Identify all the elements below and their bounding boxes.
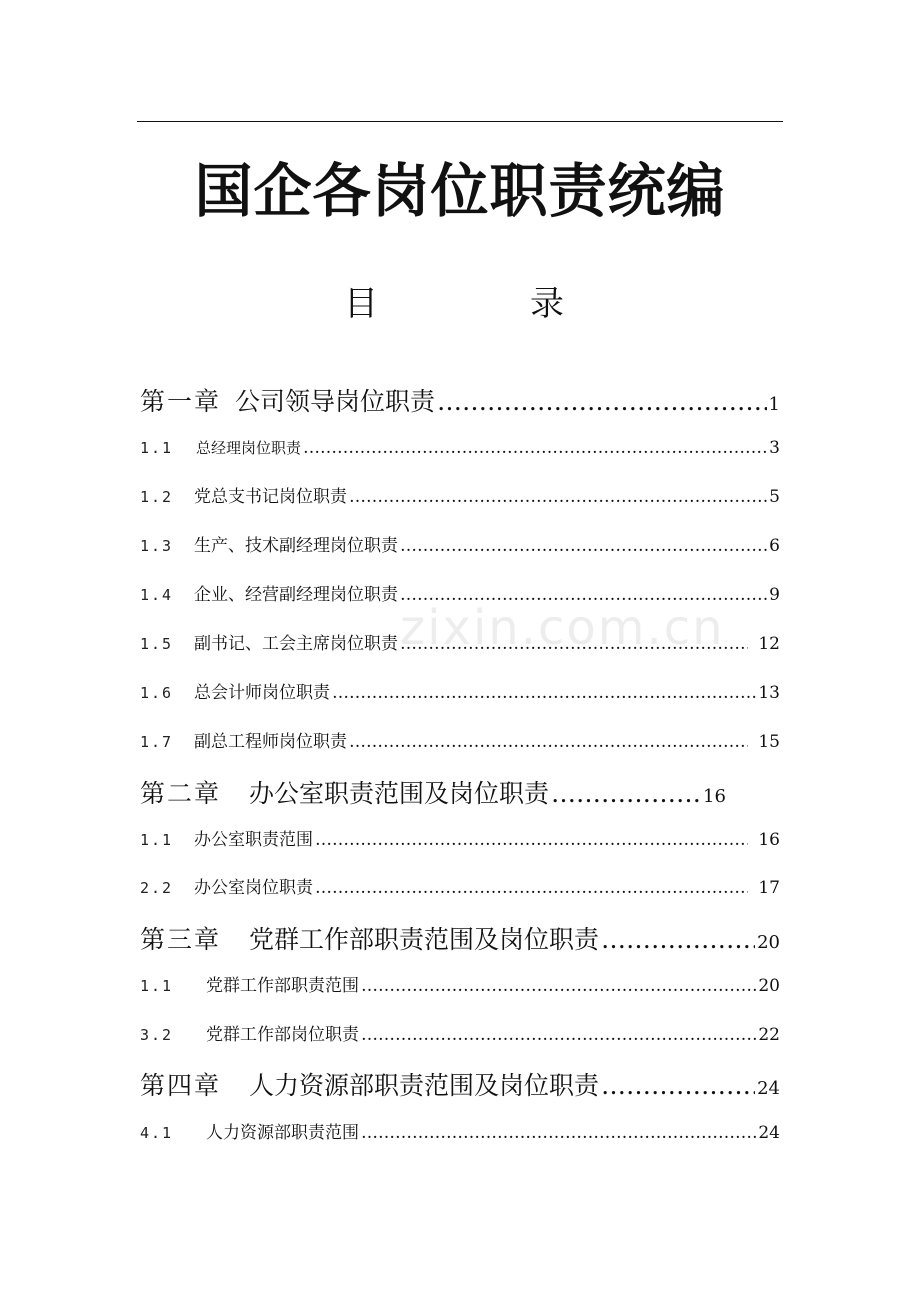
toc-number: 1.1 (140, 977, 174, 995)
toc-page-number: 15 (758, 732, 780, 752)
toc-page-number: 24 (758, 1123, 780, 1143)
toc-heading-char-2: 录 (530, 284, 564, 324)
toc-leader (398, 628, 748, 660)
toc-number: 第一章 (140, 387, 222, 416)
toc-page-number: 16 (703, 786, 726, 807)
toc-section-1-5[interactable] (140, 628, 780, 660)
toc-leader (301, 432, 767, 464)
toc-heading-char-1: 目 (344, 284, 378, 324)
toc-leader (549, 774, 701, 814)
toc-number: 1.1 (140, 831, 174, 849)
toc-section-1-1[interactable] (140, 432, 780, 464)
toc-leader (359, 970, 756, 1002)
watermark-text: zixin.com.cn (400, 600, 725, 656)
toc-page-number: 9 (769, 585, 780, 605)
toc-leader (435, 382, 767, 422)
toc-label: 总经理岗位职责 (196, 439, 302, 457)
toc-number: 1.5 (140, 635, 174, 653)
toc-label: 副总工程师岗位职责 (194, 732, 347, 752)
toc-leader (347, 726, 748, 758)
toc-label: 党群工作部岗位职责 (206, 1025, 359, 1045)
toc-number: 1.6 (140, 684, 174, 702)
toc-number: 1.3 (140, 537, 174, 555)
toc-leader (359, 1117, 756, 1149)
toc-number: 第四章 (140, 1071, 222, 1100)
toc-page-number: 22 (758, 1025, 780, 1045)
toc-number: 1.4 (140, 586, 174, 604)
toc-section-1-7[interactable] (140, 726, 780, 758)
toc-number: 第三章 (140, 925, 222, 954)
toc-chapter-3[interactable] (140, 920, 780, 960)
toc-number: 1.2 (140, 488, 174, 506)
toc-label: 人力资源部职责范围及岗位职责 (249, 1071, 600, 1100)
toc-number: 2.2 (140, 879, 174, 897)
toc-page-number: 24 (757, 1078, 780, 1099)
toc-leader (398, 530, 767, 562)
toc-page-number: 16 (758, 830, 780, 850)
header-rule (137, 121, 783, 122)
toc-chapter-1[interactable] (140, 382, 780, 422)
toc-leader (313, 824, 748, 856)
toc-label: 企业、经营副经理岗位职责 (194, 585, 398, 605)
toc-leader (398, 579, 767, 611)
toc-section-1-3[interactable] (140, 530, 780, 562)
toc-page-number: 1 (768, 394, 780, 415)
toc-leader (313, 872, 748, 904)
toc-leader (347, 481, 767, 513)
toc-chapter-4[interactable] (140, 1066, 780, 1106)
toc-section-3-1[interactable] (140, 970, 780, 1002)
toc-label: 副书记、工会主席岗位职责 (194, 634, 398, 654)
toc-number: 1.1 (140, 439, 174, 457)
toc-section-4-1[interactable] (140, 1117, 780, 1149)
toc-label: 办公室职责范围 (194, 830, 313, 850)
toc-page-number: 6 (769, 536, 780, 556)
toc-number: 4.1 (140, 1124, 174, 1142)
toc-leader (599, 920, 755, 960)
toc-page-number: 5 (769, 487, 780, 507)
toc-leader (359, 1019, 756, 1051)
toc-leader (599, 1066, 755, 1106)
toc-page-number: 17 (758, 878, 780, 898)
toc-page-number: 13 (758, 683, 780, 703)
toc-number: 1.7 (140, 733, 174, 751)
toc-label: 办公室岗位职责 (194, 878, 313, 898)
toc-page-number: 3 (769, 438, 780, 458)
toc-section-2-1[interactable] (140, 824, 780, 856)
toc-label: 办公室职责范围及岗位职责 (249, 779, 550, 808)
toc-page-number: 20 (758, 976, 780, 996)
toc-label: 生产、技术副经理岗位职责 (194, 536, 398, 556)
toc-number: 第二章 (140, 779, 222, 808)
toc-section-3-2[interactable] (140, 1019, 780, 1051)
toc-label: 党总支书记岗位职责 (194, 487, 347, 507)
toc-section-1-2[interactable] (140, 481, 780, 513)
toc-chapter-2[interactable] (140, 774, 780, 814)
toc-page-number: 12 (758, 634, 780, 654)
toc-section-1-4[interactable] (140, 579, 780, 611)
toc-label: 党群工作部职责范围 (206, 976, 359, 996)
toc-label: 人力资源部职责范围 (206, 1123, 359, 1143)
toc-heading (0, 276, 920, 336)
toc-page-number: 20 (757, 932, 780, 953)
toc-leader (330, 677, 756, 709)
toc-label: 党群工作部职责范围及岗位职责 (249, 925, 600, 954)
toc-section-1-6[interactable] (140, 677, 780, 709)
toc-number: 3.2 (140, 1026, 174, 1044)
document-title: 国企各岗位职责统编 (194, 157, 726, 225)
toc-label: 公司领导岗位职责 (235, 387, 436, 416)
toc-section-2-2[interactable] (140, 872, 780, 904)
toc-label: 总会计师岗位职责 (194, 683, 330, 703)
